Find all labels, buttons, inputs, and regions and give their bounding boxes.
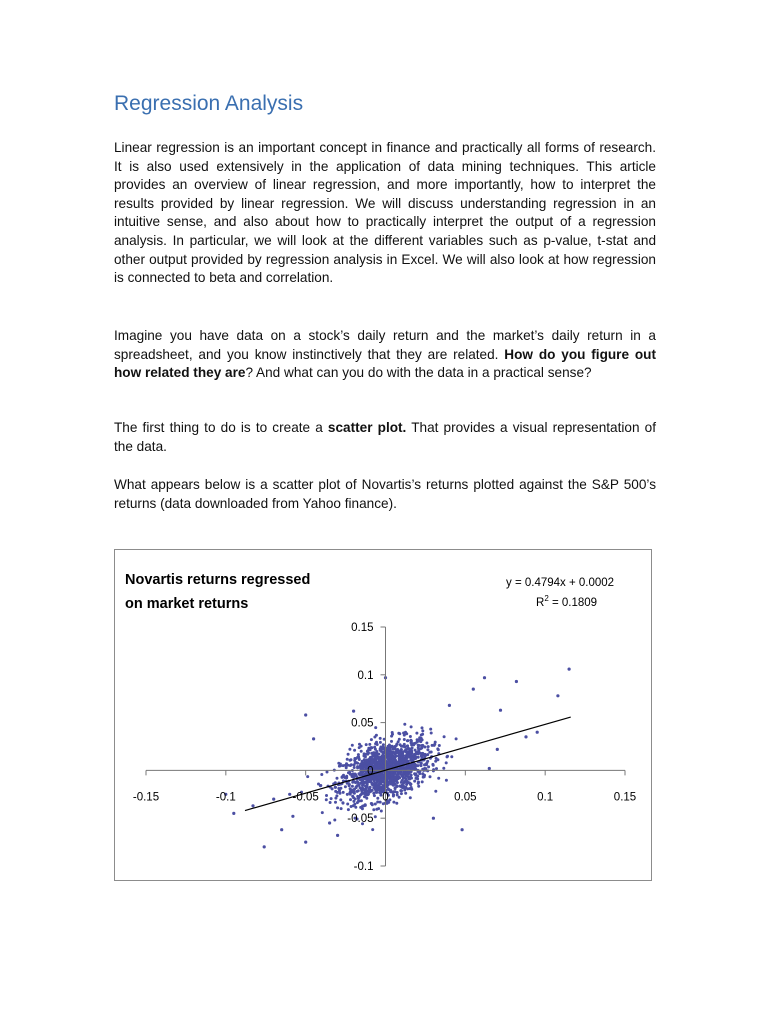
data-point [352, 710, 355, 713]
data-point [396, 794, 399, 797]
data-point [403, 787, 406, 790]
data-point [432, 769, 435, 772]
data-point [304, 841, 307, 844]
data-point [348, 748, 351, 751]
data-point [568, 668, 571, 671]
data-point [375, 750, 378, 753]
data-point [358, 774, 361, 777]
data-point [369, 786, 372, 789]
data-point [536, 731, 539, 734]
data-point [379, 787, 382, 790]
data-point [349, 798, 352, 801]
data-point [426, 753, 429, 756]
data-point [515, 680, 518, 683]
data-point [415, 777, 418, 780]
data-point [373, 746, 376, 749]
trendline-equation: y = 0.4794x + 0.0002 [506, 577, 615, 589]
data-point [438, 744, 441, 747]
data-point [435, 757, 438, 760]
data-point [349, 773, 352, 776]
data-point [363, 781, 366, 784]
data-point [437, 748, 440, 751]
data-point [429, 728, 432, 731]
data-point [333, 819, 336, 822]
data-point [427, 765, 430, 768]
y-tick-label: 0 [367, 765, 374, 778]
data-point [391, 756, 394, 759]
data-point [280, 828, 283, 831]
data-point [410, 759, 413, 762]
data-point [340, 807, 343, 810]
data-point [446, 755, 449, 758]
data-point [347, 808, 350, 811]
data-point [421, 729, 424, 732]
data-point [435, 767, 438, 770]
data-point [373, 794, 376, 797]
data-point [382, 743, 385, 746]
data-point [272, 798, 275, 801]
data-point [351, 744, 354, 747]
data-point [371, 783, 374, 786]
p3-scatter-plot-bold: scatter plot. [327, 420, 407, 435]
data-point [358, 757, 361, 760]
p2-question-bold: How do you figure out how related they are [114, 346, 656, 381]
data-point [398, 796, 401, 799]
data-point [443, 735, 446, 738]
data-point [398, 759, 401, 762]
data-point [358, 795, 361, 798]
p3-text-a: The first thing to do is to create a [114, 420, 328, 435]
data-point [334, 797, 337, 800]
data-point [424, 767, 427, 770]
data-point [375, 741, 378, 744]
page-title: Regression Analysis [114, 92, 304, 115]
data-point [351, 785, 354, 788]
data-point [403, 743, 406, 746]
data-point [366, 753, 369, 756]
data-point [372, 808, 375, 811]
data-point [358, 743, 361, 746]
data-point [363, 754, 366, 757]
data-point [445, 779, 448, 782]
data-point [450, 755, 453, 758]
data-point [360, 750, 363, 753]
data-point [398, 732, 401, 735]
data-point [404, 767, 407, 770]
data-point [369, 780, 372, 783]
x-tick-label: -0.15 [132, 791, 160, 804]
data-point [394, 752, 397, 755]
data-point [326, 771, 329, 774]
data-point [356, 766, 359, 769]
data-point [409, 766, 412, 769]
data-point [371, 754, 374, 757]
data-point [417, 782, 420, 785]
data-point [328, 821, 331, 824]
data-point [380, 810, 383, 813]
r-squared-label [536, 594, 597, 609]
data-point [391, 731, 394, 734]
data-point [353, 766, 356, 769]
data-point [353, 763, 356, 766]
data-point [448, 704, 451, 707]
scatter-chart [114, 549, 652, 881]
data-point [388, 774, 391, 777]
data-point [342, 764, 345, 767]
data-point [359, 763, 362, 766]
data-point [349, 759, 352, 762]
data-point [483, 676, 486, 679]
data-point [334, 786, 337, 789]
data-point [556, 694, 559, 697]
data-point [368, 743, 371, 746]
data-point [353, 759, 356, 762]
p2-text-c: ? And what can you do with the data in a practical sense? [245, 365, 592, 381]
data-point [374, 761, 377, 764]
data-point [232, 812, 235, 815]
data-point [428, 751, 431, 754]
data-point [422, 745, 425, 748]
data-point [354, 806, 357, 809]
data-point [400, 781, 403, 784]
data-point [375, 787, 378, 790]
data-point [354, 781, 357, 784]
data-point [374, 753, 377, 756]
data-point [417, 785, 420, 788]
y-tick-label: -0.1 [353, 861, 374, 873]
data-point [434, 790, 437, 793]
data-point [472, 688, 475, 691]
data-point [392, 794, 395, 797]
data-point [408, 777, 411, 780]
data-point [330, 797, 333, 800]
x-tick-label: 0.15 [613, 791, 637, 804]
data-point [346, 758, 349, 761]
data-point [415, 752, 418, 755]
data-point [379, 758, 382, 761]
data-point [395, 744, 398, 747]
data-point [364, 803, 367, 806]
data-point [421, 780, 424, 783]
data-point [395, 755, 398, 758]
data-point [317, 783, 320, 786]
data-point [426, 748, 429, 751]
data-point [377, 753, 380, 756]
data-point [400, 789, 403, 792]
data-point [420, 764, 423, 767]
data-point [418, 772, 421, 775]
data-point [410, 725, 413, 728]
data-point [370, 746, 373, 749]
data-point [496, 748, 499, 751]
data-point [400, 792, 403, 795]
data-point [339, 798, 342, 801]
data-point [359, 766, 362, 769]
data-point [379, 749, 382, 752]
data-point [350, 805, 353, 808]
data-point [378, 783, 381, 786]
data-point [349, 764, 352, 767]
data-point [288, 793, 291, 796]
data-point [391, 782, 394, 785]
data-point [432, 817, 435, 820]
data-point [433, 743, 436, 746]
intro-paragraph: Linear regression is an important concept in finance and practically all forms of research. It is also used extensively in the application of data mining techniques. This article provides an overview of linear regression, and more importantly, how to interpret the results provided by linear regression. We will discuss understanding regression in an intuitive sense, and also about how to practically interpret the output of a regression analysis. In particular, we will look at the different variables such as p-value, t-stat and other output provided by regression analysis in Excel. We will also look at how regression is connected to beta and correlation. [114, 140, 656, 286]
data-point [423, 755, 426, 758]
data-point [394, 787, 397, 790]
data-point [365, 784, 368, 787]
chart-title-line2: on market returns [125, 596, 249, 612]
data-point [334, 790, 337, 793]
data-point [455, 737, 458, 740]
x-tick-label: 0.05 [454, 791, 477, 804]
data-point [348, 783, 351, 786]
data-point [432, 764, 435, 767]
data-point [415, 772, 418, 775]
data-point [392, 759, 395, 762]
data-point [374, 791, 377, 794]
data-point [381, 754, 384, 757]
data-point [263, 845, 266, 848]
scatter-plot-paragraph [114, 419, 656, 456]
data-point [390, 752, 393, 755]
data-point [336, 806, 339, 809]
data-point [461, 828, 464, 831]
data-point [421, 773, 424, 776]
data-point [389, 745, 392, 748]
data-point [325, 798, 328, 801]
data-point [376, 801, 379, 804]
data-point [395, 802, 398, 805]
data-point [334, 801, 337, 804]
data-point [356, 801, 359, 804]
data-point [412, 743, 415, 746]
y-tick-label: 0.1 [357, 669, 374, 682]
data-point [400, 745, 403, 748]
data-point [377, 776, 380, 779]
y-tick-label: 0.15 [351, 622, 374, 634]
data-point [403, 723, 406, 726]
data-point [388, 755, 391, 758]
data-point [424, 763, 427, 766]
data-point [371, 828, 374, 831]
data-point [365, 743, 368, 746]
data-point [396, 748, 399, 751]
data-point [347, 753, 350, 756]
data-point [379, 737, 382, 740]
data-point [401, 774, 404, 777]
data-point [371, 758, 374, 761]
data-point [413, 780, 416, 783]
data-point [388, 798, 391, 801]
data-point [380, 767, 383, 770]
data-point [361, 760, 364, 763]
data-point [357, 753, 360, 756]
data-point [325, 794, 328, 797]
data-point [377, 761, 380, 764]
data-point [403, 738, 406, 741]
data-point [374, 778, 377, 781]
data-point [359, 806, 362, 809]
data-point [342, 791, 345, 794]
data-point [360, 793, 363, 796]
data-point [341, 801, 344, 804]
data-point [409, 735, 412, 738]
data-point [355, 786, 358, 789]
data-point [417, 744, 420, 747]
data-point [361, 784, 364, 787]
stock-return-paragraph [114, 327, 656, 383]
data-point [404, 792, 407, 795]
data-point [390, 740, 393, 743]
data-point [389, 789, 392, 792]
data-point [363, 792, 366, 795]
data-point [352, 776, 355, 779]
data-point [411, 765, 414, 768]
data-point [354, 798, 357, 801]
data-point [370, 802, 373, 805]
data-point [421, 752, 424, 755]
data-point [321, 811, 324, 814]
data-point [350, 791, 353, 794]
data-point [345, 764, 348, 767]
r-squared-value: = 0.1809 [548, 597, 598, 609]
data-point [427, 745, 430, 748]
y-tick-label: -0.05 [347, 813, 374, 826]
p2-text-a: Imagine you have data on a stock’s daily return and the market’s daily return in a spreadsheet, and you know instinctively that they are related. [114, 328, 656, 362]
data-point [351, 781, 354, 784]
data-point [421, 733, 424, 736]
data-point [371, 761, 374, 764]
data-point [374, 803, 377, 806]
data-point [392, 801, 395, 804]
x-tick-label: 0.1 [537, 791, 554, 804]
data-point [403, 734, 406, 737]
data-point [419, 740, 422, 743]
data-point [354, 773, 357, 776]
data-point [407, 754, 410, 757]
data-point [329, 801, 332, 804]
data-point [524, 735, 527, 738]
data-point [409, 739, 412, 742]
data-point [251, 804, 254, 807]
data-point [365, 797, 368, 800]
data-point [406, 780, 409, 783]
data-point [404, 749, 407, 752]
data-point [416, 741, 419, 744]
data-point [392, 790, 395, 793]
data-point [430, 732, 433, 735]
data-point [398, 785, 401, 788]
data-point [363, 788, 366, 791]
data-point [414, 755, 417, 758]
data-point [437, 777, 440, 780]
y-tick-label: 0.05 [351, 717, 374, 730]
data-point [370, 738, 373, 741]
data-point [415, 764, 418, 767]
data-point [445, 761, 448, 764]
data-point [419, 737, 422, 740]
data-point [291, 815, 294, 818]
data-point [398, 753, 401, 756]
data-point [346, 793, 349, 796]
data-point [499, 709, 502, 712]
data-point [397, 740, 400, 743]
data-point [409, 796, 412, 799]
data-point [442, 767, 445, 770]
data-point [425, 742, 428, 745]
data-point [366, 758, 369, 761]
data-point [312, 737, 315, 740]
data-point [488, 767, 491, 770]
data-point [415, 732, 418, 735]
data-point [370, 778, 373, 781]
data-point [374, 726, 377, 729]
data-point [306, 775, 309, 778]
r-squared-r: R [536, 597, 545, 609]
data-point [375, 808, 378, 811]
data-point [339, 764, 342, 767]
novartis-paragraph: What appears below is a scatter plot of Novartis’s returns plotted against the S&P 500’s returns (data downloaded from Yahoo finance). [114, 477, 656, 511]
data-point [320, 773, 323, 776]
data-point [342, 774, 345, 777]
data-point [373, 736, 376, 739]
data-point [406, 739, 409, 742]
data-point [398, 776, 401, 779]
data-point [379, 741, 382, 744]
data-point [391, 777, 394, 780]
data-point [401, 753, 404, 756]
data-point [405, 773, 408, 776]
x-tick-label: -0.05 [292, 791, 319, 804]
data-point [339, 792, 342, 795]
x-tick-label: -0.1 [215, 791, 236, 804]
data-point [429, 775, 432, 778]
data-point [387, 760, 390, 763]
data-point [410, 750, 413, 753]
data-point [356, 762, 359, 765]
data-point [378, 780, 381, 783]
data-point [402, 760, 405, 763]
data-point [400, 762, 403, 765]
data-point [396, 763, 399, 766]
data-point [337, 787, 340, 790]
r-squared-sup: 2 [544, 594, 549, 603]
p3-text-c: That provides a visual representation of the data. [114, 420, 656, 454]
data-point [373, 782, 376, 785]
x-tick-label: 0 [382, 791, 389, 804]
chart-title-line1: Novartis returns regressed [125, 572, 311, 588]
data-point [344, 785, 347, 788]
data-point [409, 773, 412, 776]
data-point [304, 713, 307, 716]
data-point [421, 726, 424, 729]
data-point [369, 790, 372, 793]
data-point [336, 834, 339, 837]
data-point [376, 797, 379, 800]
data-point [346, 803, 349, 806]
data-point [336, 777, 339, 780]
data-point [389, 748, 392, 751]
data-point [353, 749, 356, 752]
chart-canvas [115, 550, 653, 882]
data-point [408, 787, 411, 790]
data-point [357, 789, 360, 792]
data-point [374, 815, 377, 818]
